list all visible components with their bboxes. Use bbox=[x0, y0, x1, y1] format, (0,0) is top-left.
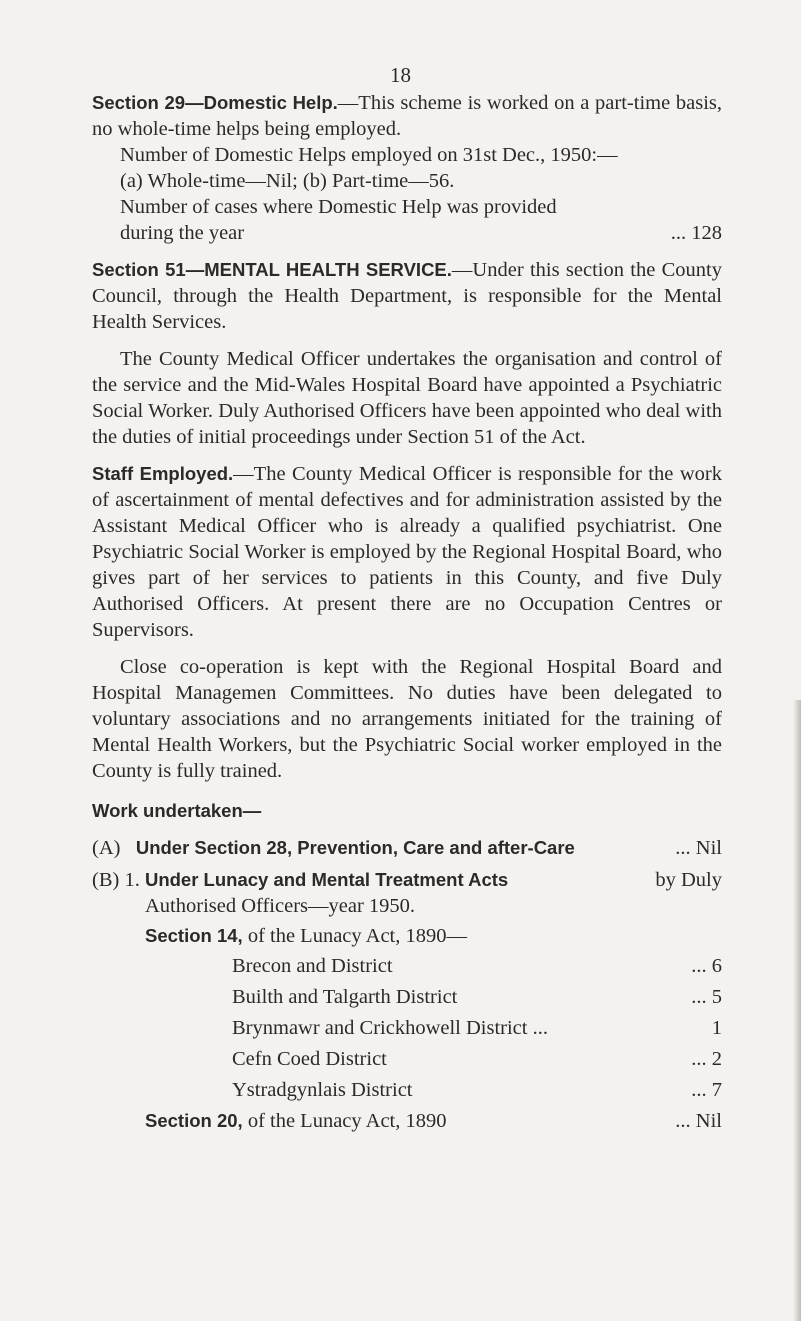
work-item-a-label: (A) bbox=[92, 837, 121, 859]
section-20-row: Section 20, of the Lunacy Act, 1890 ... Nil bbox=[145, 1110, 722, 1132]
work-item-b-heading: Under Lunacy and Mental Treatment Acts bbox=[144, 869, 509, 890]
district-list bbox=[92, 953, 722, 1103]
district-row: Brecon and District ... 6 bbox=[232, 955, 722, 977]
domestic-helps-breakdown: (a) Whole-time—Nil; (b) Part-time—56. bbox=[120, 170, 455, 192]
domestic-help-cases-value: ... 128 bbox=[670, 222, 722, 244]
work-item-a bbox=[92, 835, 722, 861]
domestic-help-cases-row: during the year ... 128 bbox=[120, 222, 722, 244]
district-row: Ystradgynlais District ... 7 bbox=[232, 1079, 722, 1101]
district-row: Builth and Talgarth District ... 5 bbox=[232, 986, 722, 1008]
work-item-b-continuation: Authorised Officers—year 1950. bbox=[145, 895, 416, 917]
district-row: Cefn Coed District ... 2 bbox=[232, 1048, 722, 1070]
page-number: 18 bbox=[390, 63, 411, 87]
work-item-a-heading: Under Section 28, Prevention, Care and after-Care bbox=[135, 837, 575, 858]
work-undertaken-heading: Work undertaken— bbox=[92, 800, 262, 821]
work-item-b-label: (B) 1. bbox=[92, 869, 140, 891]
staff-employed-heading: Staff Employed. bbox=[92, 463, 234, 484]
section-20-heading: Section 20, bbox=[145, 1110, 243, 1131]
section-51-intro: Section 51—MENTAL HEALTH SERVICE.—Under this section the County Council, through the Health Department, is responsible for the Mental Health Services. bbox=[92, 259, 722, 333]
cooperation-paragraph: Close co-operation is kept with the Regional Hospital Board and Hospital Managemen Committees. No duties have been delegated to voluntary associations and no arrangements initiated for the training of Mental Health Workers, but the Psychiatric Social worker employed in the County is fully trained. bbox=[92, 656, 722, 782]
section-51-paragraph: The County Medical Officer undertakes the organisation and control of the service and the Mid-Wales Hospital Board have appointed a Psychiatric Social Worker. Duly Authorised Officers have been appointed who deal with the duties of initial proceedings under Section 51 of the Act. bbox=[92, 348, 722, 448]
work-item-a-value: ... Nil bbox=[675, 837, 722, 859]
page-content bbox=[92, 90, 722, 1134]
section-14-line: Section 14, of the Lunacy Act, 1890— bbox=[145, 925, 467, 947]
section-29-intro: Section 29—Domestic Help.—This scheme is worked on a part-time basis, no whole-time helps being employed. bbox=[92, 92, 722, 140]
domestic-help-cases-line1: Number of cases where Domestic Help was provided bbox=[120, 196, 557, 218]
section-14-heading: Section 14, bbox=[145, 925, 243, 946]
work-item-b: (B) 1. Under Lunacy and Mental Treatment Acts by Duly bbox=[92, 869, 722, 891]
section-29-heading: Section 29—Domestic Help. bbox=[92, 92, 338, 113]
section-20-value: ... Nil bbox=[675, 1110, 722, 1132]
staff-employed-paragraph: Staff Employed.—The County Medical Officer is responsible for the work of ascertainment of mental defectives and for administration assisted by the Assistant Medical Officer who is already a qualified psychiatrist. One Psychiatric Social Worker is employed by the Regional Hospital Board, who gives part of her services to patients in this County, and five Duly Authorised Officers. At present there are no Occupation Centres or Supervisors. bbox=[92, 463, 722, 641]
domestic-helps-employed: Number of Domestic Helps employed on 31st Dec., 1950:— bbox=[120, 144, 618, 166]
district-row: Brynmawr and Crickhowell District ... 1 bbox=[232, 1017, 722, 1039]
section-51-heading: Section 51—MENTAL HEALTH SERVICE. bbox=[92, 259, 452, 280]
page-edge-shadow bbox=[793, 700, 801, 1321]
